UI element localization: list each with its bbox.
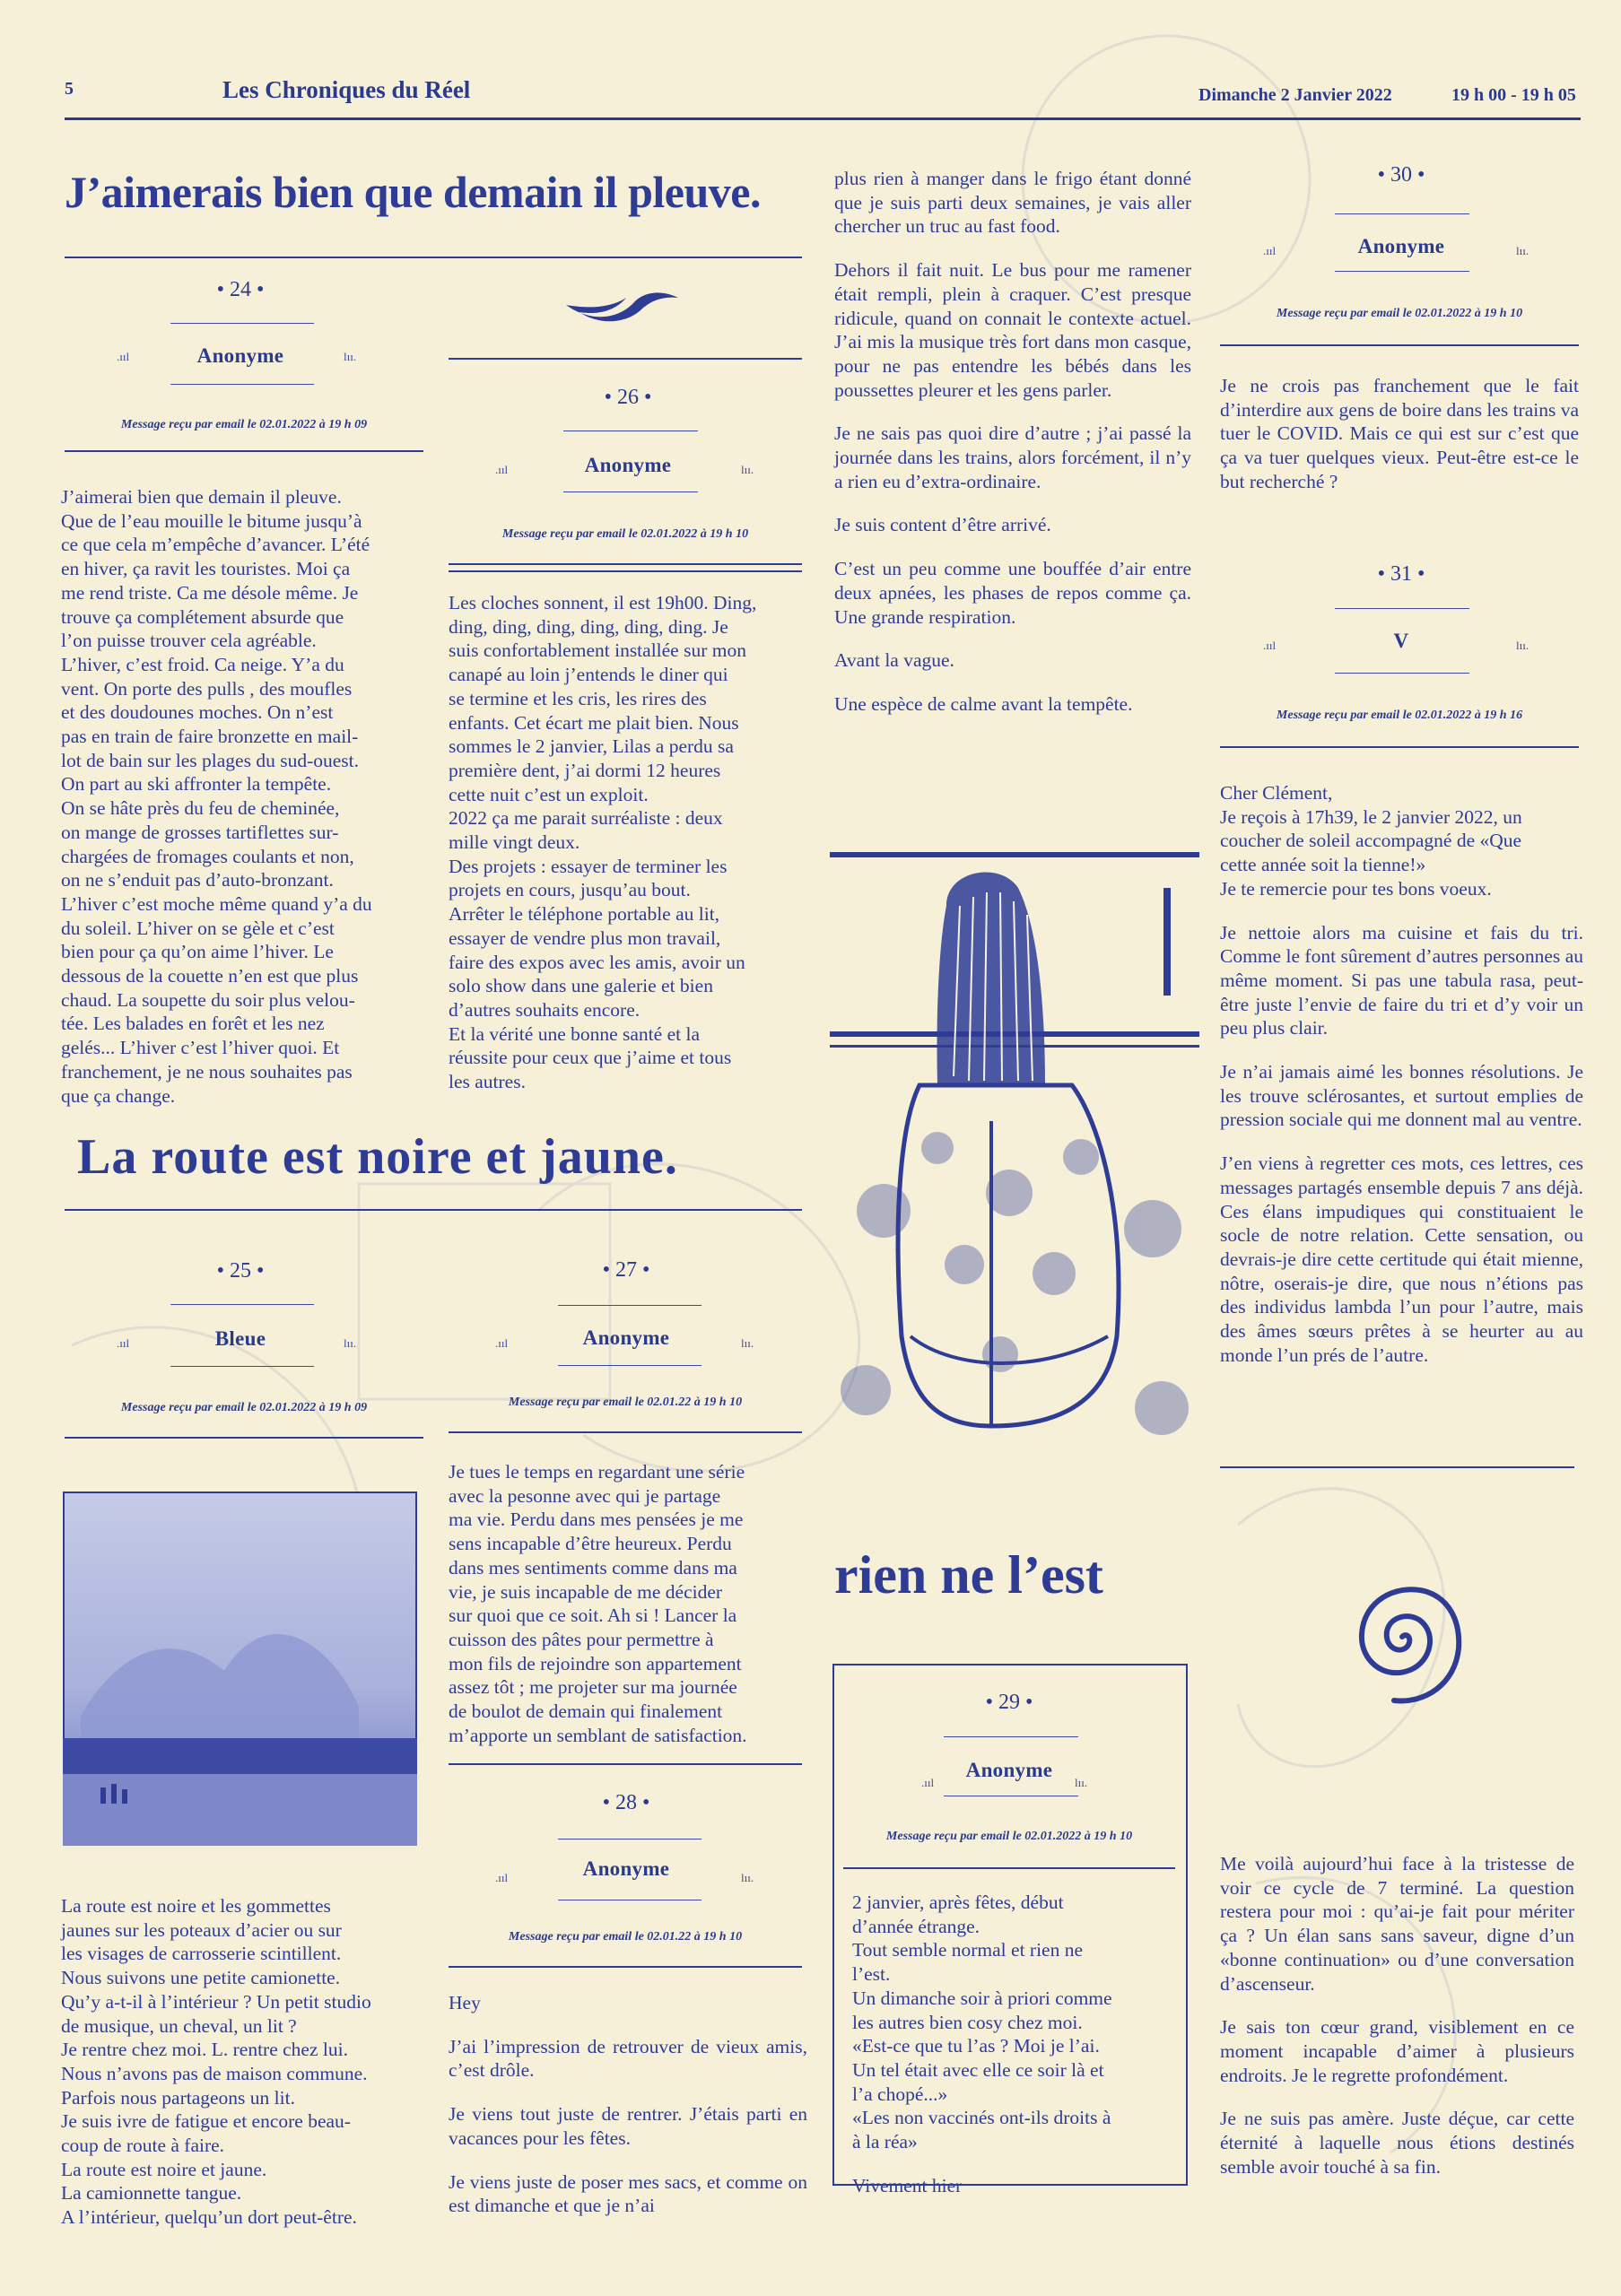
signal-bars-icon: lıı. xyxy=(344,1336,357,1350)
received-29: Message reçu par email le 02.01.2022 à 19 h 10 xyxy=(885,1830,1133,1843)
signal-bars-icon: lıı. xyxy=(1516,639,1529,652)
divider xyxy=(449,1966,802,1968)
received-31: Message reçu par email le 02.01.2022 à 19 h 16 xyxy=(1276,709,1523,722)
message-28-continuation: plus rien à manger dans le frigo étant donné que je suis parti deux semaines, je vais aller chercher un truc au fast food. Dehors il fait nuit. Le bus pour me ramener était rempli, plein à craquer. C’est presque ridicule, quand on connait le contexte actuel. J’ai mis la musique très fort dans mon casque, pour ne pas entendre les bébés dans les poussettes pleurer et les gens parler. Je ne sais pas quoi dire d’autre ; j’ai passé la journée dans les trains, alors forcément, il n’y a rien eu d’extra-ordinaire. Je suis content d’être arrivé. C’est un peu comme une bouffée d’air entre deux apnées, les phases de repos comme ça. Une grande respiration. Avant la vague. Une espèce de calme avant la tempête. xyxy=(834,168,1191,715)
message-body-28: Hey J’ai l’impression de retrouver de vieux amis, c’est drôle. Je viens tout juste de rentrer. J’étais parti en vacances pour les fêtes. Je viens juste de poser mes sacs, et comme on est dimanche et que je n’ai xyxy=(449,1992,807,2217)
signal-bars-icon: .ııl xyxy=(495,1871,509,1884)
divider xyxy=(558,1305,702,1306)
divider xyxy=(170,323,314,324)
spiral-icon xyxy=(1335,1552,1469,1713)
divider xyxy=(170,1304,314,1305)
illustration-woman-back xyxy=(830,852,1199,1498)
publication-title: Les Chroniques du Réel xyxy=(222,76,471,103)
signal-bars-icon: .ııl xyxy=(495,463,509,476)
author-27: Anonyme xyxy=(582,1326,670,1349)
divider xyxy=(1335,608,1469,609)
divider xyxy=(1220,746,1579,748)
message-body-31: Cher Clément, Je reçois à 17h39, le 2 janvier 2022, un coucher de soleil accompagné de «Que cette année soit la tienne!» Je te remercie pour tes bons voeux. Je nettoie alors ma cuisine et fais du tri. Comme le font sûrement d’autres personnes au même moment. Si pas une tabula rasa, peut-être juste l’envie de faire du tri et d’y voir un peu plus clair. Je n’ai jamais aimé les bonnes résolutions. Je les trouve sclérosantes, et surtout emplies de pression sociale qui me donnent mal au ventre. J’en viens à regretter ces mots, ces lettres, ces messages partagés ensemble depuis 7 ans déjà. Ces élans impudiques qui constituaient le socle de notre relation. Cette sensation, ou devrais-je dire cette certitude qui était mienne, nôtre, oserais-je dire, que nous n’étions pas des individus lambda l’un pour l’autre, mais des âmes sœurs prêtes à se heurter au au monde l’un prés de l’autre. xyxy=(1220,782,1583,1366)
divider xyxy=(170,1366,314,1367)
headline-rule xyxy=(65,1209,802,1211)
message-body-27: Je tues le temps en regardant une série avec la pesonne avec qui je partage ma vie. Perdu dans mes pensées je me sens incapable d’être heureux. Perdu dans mes sentiments comme dans ma vie, je suis incapable de me décider sur quoi que ce soit. Ah si ! Lancer la cuisson des pâtes pour permettre à mon fils de rejoindre son appartement assez tôt ; me projeter sur ma journée de boulot de demain qui finalement m’apporte un semblant de satisfaction. xyxy=(449,1461,747,1746)
received-28: Message reçu par email le 02.01.22 à 19 h 10 xyxy=(508,1930,743,1944)
received-27: Message reçu par email le 02.01.22 à 19 h 10 xyxy=(508,1396,743,1409)
signal-bars-icon: lıı. xyxy=(344,350,357,363)
headline-rule xyxy=(65,257,802,258)
divider xyxy=(449,563,802,565)
divider xyxy=(944,1736,1078,1737)
author-26: Anonyme xyxy=(584,454,672,476)
message-body-25: La route est noire et les gommettes jaunes sur les poteaux d’acier ou sur les visages de carrosserie scintillent. Nous suivons une petite camionette. Qu’y a-t-il à l’intérieur ? Un petit studio de musique, un cheval, un lit ? Je rentre chez moi. L. rentre chez lui. Nous n’avons pas de maison commune. Parfois nous partageons un lit. Je suis ivre de fatigue et encore beau- coup de route à faire. La route est noire et jaune. La camionnette tangue. A l’intérieur, quelqu’un dort peut-être. xyxy=(61,1895,371,2229)
received-26: Message reçu par email le 02.01.2022 à 19 h 10 xyxy=(501,527,749,541)
divider xyxy=(449,570,802,572)
divider xyxy=(1335,213,1469,214)
divider xyxy=(449,358,802,360)
divider xyxy=(65,450,423,452)
page-number: 5 xyxy=(65,79,74,99)
message-number-26: • 26 • xyxy=(604,386,652,409)
divider xyxy=(1220,344,1579,346)
message-31-continuation: Me voilà aujourd’hui face à la tristesse de voir ce cycle de 7 terminé. La question restera pour moi : qu’ai-je fait pour mériter ça ? Un élan sans sans saveur, digne d’un «bonne continuation» ou d’une conversation d’ascenseur. Je sais ton cœur grand, visiblement en ce moment incapable d’aimer à plusieurs endroits. Je le regrette profondément. Je ne suis pas amère. Juste déçue, car cette éternité à laquelle nous étions destinés semble avoir touché à sa fin. xyxy=(1220,1853,1574,2178)
signal-bars-icon: lıı. xyxy=(1075,1776,1088,1789)
received-25: Message reçu par email le 02.01.2022 à 19 h 09 xyxy=(120,1401,368,1414)
message-number-30: • 30 • xyxy=(1377,163,1425,187)
divider xyxy=(1335,271,1469,272)
divider xyxy=(558,1365,702,1366)
divider xyxy=(563,430,698,431)
message-number-27: • 27 • xyxy=(602,1258,650,1282)
message-number-25: • 25 • xyxy=(216,1259,265,1283)
received-24: Message reçu par email le 02.01.2022 à 19 h 09 xyxy=(120,418,368,431)
divider xyxy=(170,384,314,385)
divider xyxy=(449,1763,802,1765)
divider xyxy=(843,1867,1175,1869)
author-28: Anonyme xyxy=(582,1857,670,1880)
author-30: Anonyme xyxy=(1357,235,1445,257)
signal-bars-icon: lıı. xyxy=(1516,244,1529,257)
signal-bars-icon: lıı. xyxy=(741,1871,754,1884)
beach-photo xyxy=(63,1492,417,1846)
signal-bars-icon: .ııl xyxy=(921,1776,935,1789)
author-31: V xyxy=(1393,630,1409,652)
message-body-30: Je ne crois pas franchement que le fait d’interdire aux gens de boire dans les trains va tuer le COVID. Mais ce qui est sur c’est que ça va tuer quelques vieux. Peut-être est-ce le but recherché ? xyxy=(1220,375,1580,492)
headline-1: J’aimerais bien que demain il pleuve. xyxy=(65,167,761,217)
signal-bars-icon: .ııl xyxy=(1263,244,1277,257)
ornament-swirl-icon xyxy=(562,285,687,325)
message-number-24: • 24 • xyxy=(216,278,265,301)
signal-bars-icon: lıı. xyxy=(741,463,754,476)
headline-2: La route est noire et jaune. xyxy=(77,1129,678,1185)
signal-bars-icon: lıı. xyxy=(741,1336,754,1350)
divider xyxy=(449,1431,802,1433)
header-rule xyxy=(65,117,1581,120)
signal-bars-icon: .ııl xyxy=(117,1336,130,1350)
divider xyxy=(1220,1466,1574,1468)
divider xyxy=(563,491,698,492)
received-30: Message reçu par email le 02.01.2022 à 19 h 10 xyxy=(1276,307,1523,320)
signal-bars-icon: .ııl xyxy=(495,1336,509,1350)
message-number-28: • 28 • xyxy=(602,1791,650,1814)
headline-3: rien ne l’est xyxy=(834,1545,1103,1605)
signal-bars-icon: .ııl xyxy=(117,350,130,363)
message-number-31: • 31 • xyxy=(1377,562,1425,586)
message-body-24: J’aimerai bien que demain il pleuve. Que de l’eau mouille le bitume jusqu’à ce que cela m’empêche d’avancer. L’été en hiver, ça ravit les touristes. Moi ça me rend triste. Ca me désole même. Je trouve ça complétement absurde que l’on puisse trouver cela agréable. L’hiver, c’est froid. Ca neige. Y’a du vent. On porte des pulls , des moufles et des doudounes moches. On n’est pas en train de faire bronzette en mail- lot de bain sur les plages du sud-ouest. On part au ski affronter la tempête. On se hâte près du feu de cheminée, on mange de grosses tartiflettes sur- chargées de fromages coulants et non, on ne s’enduit pas d’auto-bronzant. L’hiver c’est moche même quand y’a du du soleil. L’hiver on se gèle et c’est bien pour ça qu’on aime l’hiver. Le dessous de la couette n’en est que plus chaud. La soupette du soir plus velou- tée. Les balades en forêt et les nez gelés... L’hiver c’est l’hiver quoi. Et franchement, je ne nous souhaites pas que ça change. xyxy=(61,486,372,1107)
divider xyxy=(65,1437,423,1439)
signal-bars-icon: .ııl xyxy=(1263,639,1277,652)
message-body-29: 2 janvier, après fêtes, début d’année étrange. Tout semble normal et rien ne l’est. Un dimanche soir à priori comme les autres bien cosy chez moi. «Est-ce que tu l’as ? Moi je l’ai. Un tel était avec elle ce soir là et l’a chopé...» «Les non vaccinés ont-ils droits à à la réa» Vivement hier xyxy=(852,1892,1112,2196)
message-number-29: • 29 • xyxy=(985,1691,1033,1714)
divider xyxy=(1335,673,1469,674)
header-date: Dimanche 2 Janvier 2022 xyxy=(1198,85,1392,105)
author-24: Anonyme xyxy=(196,344,284,367)
message-body-26: Les cloches sonnent, il est 19h00. Ding, ding, ding, ding, ding, ding, ding. Je suis confortablement installée sur mon canapé au loin j’entends le diner qui se termine et les cris, les rires des enfants. Cet écart me plait bien. Nous sommes le 2 janvier, Lilas a perdu sa première dent, j’ai dormi 12 heures cette nuit c’est un exploit. 2022 ça me parait surréaliste : deux mille vingt deux. Des projets : essayer de terminer les projets en cours, jusqu’au bout. Arrêter le téléphone portable au lit, essayer de vendre plus mon travail, faire des expos avec les amis, avoir un solo show dans une galerie et bien d’autres souhaits encore. Et la vérité une bonne santé et la réussite pour ceux que j’aime et tous les autres. xyxy=(449,592,757,1093)
author-29: Anonyme xyxy=(965,1759,1053,1781)
header-time: 19 h 00 - 19 h 05 xyxy=(1451,85,1576,105)
author-25: Bleue xyxy=(214,1327,266,1350)
